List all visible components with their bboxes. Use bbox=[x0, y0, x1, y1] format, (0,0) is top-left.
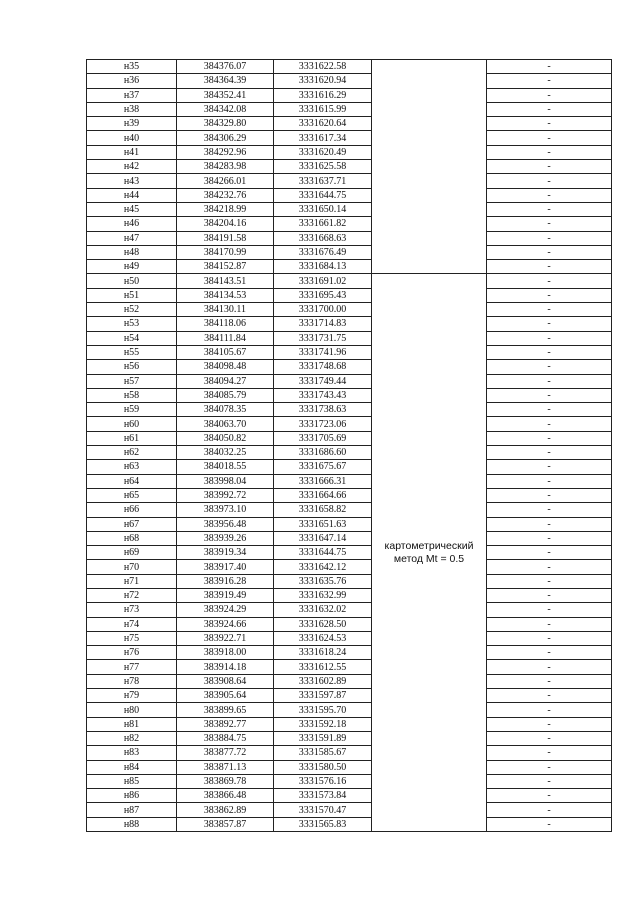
table-row bbox=[87, 460, 612, 474]
point-id-cell: н56 bbox=[87, 360, 177, 374]
y-coordinate-cell: 3331664.66 bbox=[274, 488, 372, 502]
note-cell: - bbox=[487, 789, 612, 803]
note-cell: - bbox=[487, 731, 612, 745]
y-coordinate-cell: 3331628.50 bbox=[274, 617, 372, 631]
point-id-cell: н75 bbox=[87, 631, 177, 645]
table-row bbox=[87, 531, 612, 545]
note-cell: - bbox=[487, 717, 612, 731]
x-coordinate-cell: 383892.77 bbox=[177, 717, 274, 731]
method-cell-empty bbox=[372, 60, 487, 274]
point-id-cell: н61 bbox=[87, 431, 177, 445]
table-row bbox=[87, 102, 612, 116]
x-coordinate-cell: 384352.41 bbox=[177, 88, 274, 102]
point-id-cell: н36 bbox=[87, 74, 177, 88]
x-coordinate-cell: 384152.87 bbox=[177, 260, 274, 274]
table-row bbox=[87, 731, 612, 745]
table-row bbox=[87, 245, 612, 259]
x-coordinate-cell: 384050.82 bbox=[177, 431, 274, 445]
x-coordinate-cell: 383973.10 bbox=[177, 503, 274, 517]
note-cell: - bbox=[487, 474, 612, 488]
point-id-cell: н37 bbox=[87, 88, 177, 102]
y-coordinate-cell: 3331705.69 bbox=[274, 431, 372, 445]
x-coordinate-cell: 383924.66 bbox=[177, 617, 274, 631]
table-row bbox=[87, 417, 612, 431]
table-row bbox=[87, 117, 612, 131]
point-id-cell: н52 bbox=[87, 303, 177, 317]
table-row bbox=[87, 774, 612, 788]
x-coordinate-cell: 384170.99 bbox=[177, 245, 274, 259]
note-cell: - bbox=[487, 517, 612, 531]
y-coordinate-cell: 3331602.89 bbox=[274, 674, 372, 688]
point-id-cell: н83 bbox=[87, 746, 177, 760]
y-coordinate-cell: 3331731.75 bbox=[274, 331, 372, 345]
point-id-cell: н88 bbox=[87, 817, 177, 831]
note-cell: - bbox=[487, 317, 612, 331]
table-row bbox=[87, 631, 612, 645]
note-cell: - bbox=[487, 560, 612, 574]
y-coordinate-cell: 3331635.76 bbox=[274, 574, 372, 588]
note-cell: - bbox=[487, 617, 612, 631]
table-row bbox=[87, 574, 612, 588]
note-cell: - bbox=[487, 417, 612, 431]
y-coordinate-cell: 3331580.50 bbox=[274, 760, 372, 774]
y-coordinate-cell: 3331565.83 bbox=[274, 817, 372, 831]
table-row bbox=[87, 803, 612, 817]
table-row bbox=[87, 760, 612, 774]
point-id-cell: н70 bbox=[87, 560, 177, 574]
x-coordinate-cell: 383871.13 bbox=[177, 760, 274, 774]
y-coordinate-cell: 3331576.16 bbox=[274, 774, 372, 788]
table-row bbox=[87, 617, 612, 631]
point-id-cell: н62 bbox=[87, 446, 177, 460]
x-coordinate-cell: 384134.53 bbox=[177, 288, 274, 302]
x-coordinate-cell: 384085.79 bbox=[177, 388, 274, 402]
x-coordinate-cell: 383924.29 bbox=[177, 603, 274, 617]
y-coordinate-cell: 3331595.70 bbox=[274, 703, 372, 717]
table-row bbox=[87, 789, 612, 803]
x-coordinate-cell: 384078.35 bbox=[177, 403, 274, 417]
point-id-cell: н67 bbox=[87, 517, 177, 531]
x-coordinate-cell: 383916.28 bbox=[177, 574, 274, 588]
point-id-cell: н69 bbox=[87, 546, 177, 560]
x-coordinate-cell: 383866.48 bbox=[177, 789, 274, 803]
y-coordinate-cell: 3331666.31 bbox=[274, 474, 372, 488]
note-cell: - bbox=[487, 503, 612, 517]
point-id-cell: н40 bbox=[87, 131, 177, 145]
x-coordinate-cell: 384018.55 bbox=[177, 460, 274, 474]
note-cell: - bbox=[487, 88, 612, 102]
point-id-cell: н44 bbox=[87, 188, 177, 202]
y-coordinate-cell: 3331723.06 bbox=[274, 417, 372, 431]
note-cell: - bbox=[487, 531, 612, 545]
table-row bbox=[87, 74, 612, 88]
point-id-cell: н59 bbox=[87, 403, 177, 417]
point-id-cell: н39 bbox=[87, 117, 177, 131]
note-cell: - bbox=[487, 188, 612, 202]
y-coordinate-cell: 3331741.96 bbox=[274, 345, 372, 359]
x-coordinate-cell: 384292.96 bbox=[177, 145, 274, 159]
note-cell: - bbox=[487, 360, 612, 374]
x-coordinate-cell: 384376.07 bbox=[177, 60, 274, 74]
table-row bbox=[87, 131, 612, 145]
table-row bbox=[87, 746, 612, 760]
point-id-cell: н43 bbox=[87, 174, 177, 188]
table-row bbox=[87, 674, 612, 688]
x-coordinate-cell: 384342.08 bbox=[177, 102, 274, 116]
x-coordinate-cell: 384118.06 bbox=[177, 317, 274, 331]
point-id-cell: н82 bbox=[87, 731, 177, 745]
note-cell: - bbox=[487, 102, 612, 116]
note-cell: - bbox=[487, 774, 612, 788]
point-id-cell: н85 bbox=[87, 774, 177, 788]
x-coordinate-cell: 384204.16 bbox=[177, 217, 274, 231]
point-id-cell: н84 bbox=[87, 760, 177, 774]
point-id-cell: н47 bbox=[87, 231, 177, 245]
y-coordinate-cell: 3331676.49 bbox=[274, 245, 372, 259]
point-id-cell: н35 bbox=[87, 60, 177, 74]
y-coordinate-cell: 3331620.49 bbox=[274, 145, 372, 159]
point-id-cell: н49 bbox=[87, 260, 177, 274]
x-coordinate-cell: 384329.80 bbox=[177, 117, 274, 131]
point-id-cell: н54 bbox=[87, 331, 177, 345]
y-coordinate-cell: 3331615.99 bbox=[274, 102, 372, 116]
y-coordinate-cell: 3331647.14 bbox=[274, 531, 372, 545]
y-coordinate-cell: 3331592.18 bbox=[274, 717, 372, 731]
note-cell: - bbox=[487, 460, 612, 474]
y-coordinate-cell: 3331644.75 bbox=[274, 546, 372, 560]
table-row bbox=[87, 60, 612, 74]
y-coordinate-cell: 3331617.34 bbox=[274, 131, 372, 145]
x-coordinate-cell: 383884.75 bbox=[177, 731, 274, 745]
table-row bbox=[87, 717, 612, 731]
x-coordinate-cell: 383908.64 bbox=[177, 674, 274, 688]
y-coordinate-cell: 3331624.53 bbox=[274, 631, 372, 645]
x-coordinate-cell: 383919.34 bbox=[177, 546, 274, 560]
y-coordinate-cell: 3331700.00 bbox=[274, 303, 372, 317]
y-coordinate-cell: 3331618.24 bbox=[274, 646, 372, 660]
y-coordinate-cell: 3331570.47 bbox=[274, 803, 372, 817]
y-coordinate-cell: 3331597.87 bbox=[274, 689, 372, 703]
table-row bbox=[87, 231, 612, 245]
y-coordinate-cell: 3331695.43 bbox=[274, 288, 372, 302]
table-row bbox=[87, 288, 612, 302]
table-row bbox=[87, 403, 612, 417]
point-id-cell: н53 bbox=[87, 317, 177, 331]
table-row bbox=[87, 488, 612, 502]
x-coordinate-cell: 383862.89 bbox=[177, 803, 274, 817]
point-id-cell: н42 bbox=[87, 160, 177, 174]
note-cell: - bbox=[487, 631, 612, 645]
y-coordinate-cell: 3331644.75 bbox=[274, 188, 372, 202]
x-coordinate-cell: 384364.39 bbox=[177, 74, 274, 88]
note-cell: - bbox=[487, 174, 612, 188]
point-id-cell: н71 bbox=[87, 574, 177, 588]
y-coordinate-cell: 3331620.94 bbox=[274, 74, 372, 88]
note-cell: - bbox=[487, 374, 612, 388]
table-row bbox=[87, 145, 612, 159]
table-row bbox=[87, 317, 612, 331]
x-coordinate-cell: 383899.65 bbox=[177, 703, 274, 717]
x-coordinate-cell: 384191.58 bbox=[177, 231, 274, 245]
x-coordinate-cell: 384266.01 bbox=[177, 174, 274, 188]
x-coordinate-cell: 384105.67 bbox=[177, 345, 274, 359]
note-cell: - bbox=[487, 646, 612, 660]
note-cell: - bbox=[487, 746, 612, 760]
point-id-cell: н41 bbox=[87, 145, 177, 159]
table-row bbox=[87, 517, 612, 531]
table-row bbox=[87, 217, 612, 231]
point-id-cell: н68 bbox=[87, 531, 177, 545]
table-row bbox=[87, 345, 612, 359]
y-coordinate-cell: 3331684.13 bbox=[274, 260, 372, 274]
y-coordinate-cell: 3331738.63 bbox=[274, 403, 372, 417]
y-coordinate-cell: 3331632.02 bbox=[274, 603, 372, 617]
note-cell: - bbox=[487, 403, 612, 417]
point-id-cell: н87 bbox=[87, 803, 177, 817]
point-id-cell: н63 bbox=[87, 460, 177, 474]
note-cell: - bbox=[487, 488, 612, 502]
note-cell: - bbox=[487, 131, 612, 145]
point-id-cell: н66 bbox=[87, 503, 177, 517]
x-coordinate-cell: 383905.64 bbox=[177, 689, 274, 703]
note-cell: - bbox=[487, 303, 612, 317]
point-id-cell: н78 bbox=[87, 674, 177, 688]
note-cell: - bbox=[487, 260, 612, 274]
y-coordinate-cell: 3331632.99 bbox=[274, 588, 372, 602]
point-id-cell: н51 bbox=[87, 288, 177, 302]
x-coordinate-cell: 383877.72 bbox=[177, 746, 274, 760]
note-cell: - bbox=[487, 431, 612, 445]
table-row bbox=[87, 303, 612, 317]
note-cell: - bbox=[487, 245, 612, 259]
table-row bbox=[87, 88, 612, 102]
x-coordinate-cell: 383914.18 bbox=[177, 660, 274, 674]
note-cell: - bbox=[487, 160, 612, 174]
point-id-cell: н57 bbox=[87, 374, 177, 388]
table-row bbox=[87, 588, 612, 602]
x-coordinate-cell: 384130.11 bbox=[177, 303, 274, 317]
method-label-line1: картометрический bbox=[384, 539, 474, 552]
note-cell: - bbox=[487, 760, 612, 774]
point-id-cell: н64 bbox=[87, 474, 177, 488]
point-id-cell: н65 bbox=[87, 488, 177, 502]
note-cell: - bbox=[487, 603, 612, 617]
table-row bbox=[87, 646, 612, 660]
y-coordinate-cell: 3331622.58 bbox=[274, 60, 372, 74]
note-cell: - bbox=[487, 817, 612, 831]
x-coordinate-cell: 383998.04 bbox=[177, 474, 274, 488]
table-row bbox=[87, 360, 612, 374]
table-row bbox=[87, 431, 612, 445]
y-coordinate-cell: 3331651.63 bbox=[274, 517, 372, 531]
point-id-cell: н72 bbox=[87, 588, 177, 602]
coordinates-table-body bbox=[87, 60, 612, 832]
note-cell: - bbox=[487, 574, 612, 588]
table-row bbox=[87, 503, 612, 517]
table-row bbox=[87, 202, 612, 216]
point-id-cell: н81 bbox=[87, 717, 177, 731]
x-coordinate-cell: 383956.48 bbox=[177, 517, 274, 531]
note-cell: - bbox=[487, 74, 612, 88]
x-coordinate-cell: 383917.40 bbox=[177, 560, 274, 574]
x-coordinate-cell: 383939.26 bbox=[177, 531, 274, 545]
note-cell: - bbox=[487, 217, 612, 231]
note-cell: - bbox=[487, 446, 612, 460]
note-cell: - bbox=[487, 703, 612, 717]
point-id-cell: н77 bbox=[87, 660, 177, 674]
table-row bbox=[87, 817, 612, 831]
point-id-cell: н86 bbox=[87, 789, 177, 803]
y-coordinate-cell: 3331748.68 bbox=[274, 360, 372, 374]
table-row bbox=[87, 660, 612, 674]
y-coordinate-cell: 3331637.71 bbox=[274, 174, 372, 188]
table-row bbox=[87, 689, 612, 703]
point-id-cell: н80 bbox=[87, 703, 177, 717]
method-label-line2: метод Mt = 0.5 bbox=[393, 552, 465, 565]
point-id-cell: н55 bbox=[87, 345, 177, 359]
note-cell: - bbox=[487, 689, 612, 703]
y-coordinate-cell: 3331642.12 bbox=[274, 560, 372, 574]
note-cell: - bbox=[487, 202, 612, 216]
y-coordinate-cell: 3331686.60 bbox=[274, 446, 372, 460]
coordinates-table bbox=[86, 59, 612, 832]
table-row bbox=[87, 560, 612, 574]
y-coordinate-cell: 3331691.02 bbox=[274, 274, 372, 288]
table-row bbox=[87, 274, 612, 288]
table-row bbox=[87, 546, 612, 560]
y-coordinate-cell: 3331591.89 bbox=[274, 731, 372, 745]
table-row bbox=[87, 474, 612, 488]
table-row bbox=[87, 446, 612, 460]
note-cell: - bbox=[487, 345, 612, 359]
y-coordinate-cell: 3331625.58 bbox=[274, 160, 372, 174]
y-coordinate-cell: 3331620.64 bbox=[274, 117, 372, 131]
point-id-cell: н79 bbox=[87, 689, 177, 703]
x-coordinate-cell: 383919.49 bbox=[177, 588, 274, 602]
note-cell: - bbox=[487, 117, 612, 131]
note-cell: - bbox=[487, 660, 612, 674]
point-id-cell: н38 bbox=[87, 102, 177, 116]
note-cell: - bbox=[487, 231, 612, 245]
point-id-cell: н50 bbox=[87, 274, 177, 288]
table-row bbox=[87, 703, 612, 717]
note-cell: - bbox=[487, 674, 612, 688]
x-coordinate-cell: 384111.84 bbox=[177, 331, 274, 345]
y-coordinate-cell: 3331743.43 bbox=[274, 388, 372, 402]
y-coordinate-cell: 3331658.82 bbox=[274, 503, 372, 517]
y-coordinate-cell: 3331668.63 bbox=[274, 231, 372, 245]
x-coordinate-cell: 383922.71 bbox=[177, 631, 274, 645]
y-coordinate-cell: 3331661.82 bbox=[274, 217, 372, 231]
note-cell: - bbox=[487, 546, 612, 560]
table-row bbox=[87, 174, 612, 188]
x-coordinate-cell: 384094.27 bbox=[177, 374, 274, 388]
table-row bbox=[87, 374, 612, 388]
note-cell: - bbox=[487, 388, 612, 402]
y-coordinate-cell: 3331585.67 bbox=[274, 746, 372, 760]
point-id-cell: н73 bbox=[87, 603, 177, 617]
note-cell: - bbox=[487, 274, 612, 288]
x-coordinate-cell: 384032.25 bbox=[177, 446, 274, 460]
note-cell: - bbox=[487, 803, 612, 817]
table-row bbox=[87, 188, 612, 202]
table-row bbox=[87, 160, 612, 174]
x-coordinate-cell: 384098.48 bbox=[177, 360, 274, 374]
table-row bbox=[87, 388, 612, 402]
point-id-cell: н58 bbox=[87, 388, 177, 402]
x-coordinate-cell: 384232.76 bbox=[177, 188, 274, 202]
point-id-cell: н46 bbox=[87, 217, 177, 231]
point-id-cell: н45 bbox=[87, 202, 177, 216]
note-cell: - bbox=[487, 331, 612, 345]
note-cell: - bbox=[487, 60, 612, 74]
point-id-cell: н74 bbox=[87, 617, 177, 631]
note-cell: - bbox=[487, 588, 612, 602]
table-row bbox=[87, 260, 612, 274]
x-coordinate-cell: 384063.70 bbox=[177, 417, 274, 431]
x-coordinate-cell: 383992.72 bbox=[177, 488, 274, 502]
x-coordinate-cell: 384218.99 bbox=[177, 202, 274, 216]
y-coordinate-cell: 3331612.55 bbox=[274, 660, 372, 674]
table-row bbox=[87, 331, 612, 345]
note-cell: - bbox=[487, 288, 612, 302]
x-coordinate-cell: 383918.00 bbox=[177, 646, 274, 660]
y-coordinate-cell: 3331650.14 bbox=[274, 202, 372, 216]
x-coordinate-cell: 383857.87 bbox=[177, 817, 274, 831]
y-coordinate-cell: 3331749.44 bbox=[274, 374, 372, 388]
point-id-cell: н60 bbox=[87, 417, 177, 431]
point-id-cell: н48 bbox=[87, 245, 177, 259]
y-coordinate-cell: 3331616.29 bbox=[274, 88, 372, 102]
x-coordinate-cell: 384283.98 bbox=[177, 160, 274, 174]
x-coordinate-cell: 384306.29 bbox=[177, 131, 274, 145]
point-id-cell: н76 bbox=[87, 646, 177, 660]
method-cell bbox=[372, 274, 487, 832]
y-coordinate-cell: 3331714.83 bbox=[274, 317, 372, 331]
note-cell: - bbox=[487, 145, 612, 159]
table-row bbox=[87, 603, 612, 617]
y-coordinate-cell: 3331573.84 bbox=[274, 789, 372, 803]
x-coordinate-cell: 383869.78 bbox=[177, 774, 274, 788]
x-coordinate-cell: 384143.51 bbox=[177, 274, 274, 288]
y-coordinate-cell: 3331675.67 bbox=[274, 460, 372, 474]
